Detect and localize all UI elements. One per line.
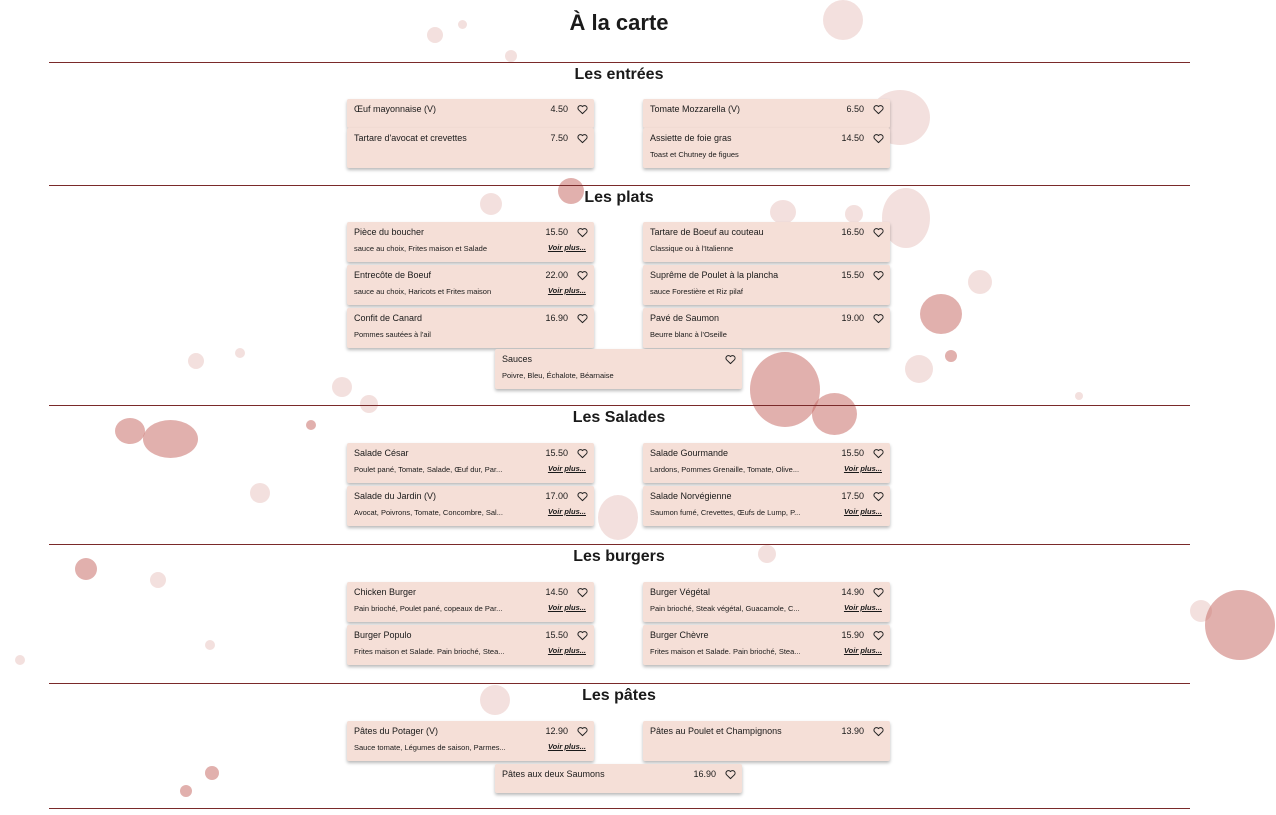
menu-item-price: 16.90 [693,769,716,779]
menu-item-card[interactable] [643,265,890,305]
menu-item-description: Lardons, Pommes Grenaille, Tomate, Olive... [650,465,800,474]
menu-item-name: Salade Norvégienne [650,491,732,501]
menu-item-name: Tomate Mozzarella (V) [650,104,741,114]
menu-item-description: Frites maison et Salade. Pain brioché, Stea... [354,647,505,656]
menu-item-name: Pâtes du Potager (V) [354,726,439,736]
menu-item-card[interactable] [347,625,594,665]
menu-item-card[interactable] [347,486,594,526]
favorite-heart-icon[interactable] [577,448,588,459]
menu-item-price: 16.90 [545,313,568,323]
section-divider [49,185,1190,186]
menu-item-name: Pièce du boucher [354,227,425,237]
menu-item-price: 17.50 [841,491,864,501]
see-more-link[interactable]: Voir plus... [547,603,586,612]
menu-item-name: Tartare de Boeuf au couteau [650,227,764,237]
favorite-heart-icon[interactable] [577,133,588,144]
see-more-link[interactable]: Voir plus... [547,742,586,751]
section-title: Les burgers [573,548,665,565]
page-title: À la carte [569,10,669,35]
favorite-heart-icon[interactable] [873,133,884,144]
favorite-heart-icon[interactable] [873,491,884,502]
section-divider [49,62,1190,63]
menu-item-description: Pommes sautées à l'ail [354,330,431,339]
menu-item-price: 4.50 [550,104,568,114]
see-more-link[interactable]: Voir plus... [547,243,586,252]
menu-item-card[interactable] [347,99,594,128]
menu-item-price: 14.50 [545,587,568,597]
menu-item-price: 12.90 [545,726,568,736]
see-more-link[interactable]: Voir plus... [843,507,882,516]
menu-item-card[interactable] [347,443,594,483]
menu-item-card[interactable] [347,308,594,348]
favorite-heart-icon[interactable] [577,104,588,115]
menu-item-name: Sauces [502,354,533,364]
menu-item-name: Entrecôte de Boeuf [354,270,432,280]
see-more-link[interactable]: Voir plus... [547,646,586,655]
favorite-heart-icon[interactable] [873,726,884,737]
favorite-heart-icon[interactable] [873,270,884,281]
menu-item-price: 17.00 [545,491,568,501]
menu-item-price: 22.00 [545,270,568,280]
menu-item-card[interactable] [643,222,890,262]
menu-item-description: Frites maison et Salade. Pain brioché, Stea... [650,647,801,656]
section-divider [49,808,1190,809]
menu-item-card[interactable] [347,222,594,262]
menu-item-card[interactable] [643,99,890,128]
favorite-heart-icon[interactable] [577,726,588,737]
menu-item-description: sauce Forestière et Riz pilaf [650,287,743,296]
favorite-heart-icon[interactable] [873,227,884,238]
menu-item-name: Pavé de Saumon [650,313,720,323]
menu-item-card[interactable] [643,443,890,483]
menu-item-description: Pain brioché, Steak végétal, Guacamole, C... [650,604,800,613]
menu-item-card[interactable] [495,764,742,793]
menu-item-name: Burger Chèvre [650,630,709,640]
menu-item-card[interactable] [347,128,594,168]
favorite-heart-icon[interactable] [873,313,884,324]
menu-item-price: 15.50 [545,448,568,458]
menu-item-price: 14.90 [841,587,864,597]
favorite-heart-icon[interactable] [873,104,884,115]
menu-item-name: Salade César [354,448,409,458]
menu-item-description: Poivre, Bleu, Échalote, Béarnaise [502,371,614,380]
menu-item-name: Œuf mayonnaise (V) [354,104,437,114]
menu-item-price: 13.90 [841,726,864,736]
menu-item-description: Saumon fumé, Crevettes, Œufs de Lump, P... [650,508,801,517]
section-title: Les entrées [574,66,664,83]
favorite-heart-icon[interactable] [873,630,884,641]
menu-item-price: 14.50 [841,133,864,143]
menu-item-name: Confit de Canard [354,313,423,323]
see-more-link[interactable]: Voir plus... [547,464,586,473]
menu-item-card[interactable] [347,265,594,305]
menu-item-price: 15.50 [841,448,864,458]
menu-item-price: 6.50 [846,104,864,114]
section-title: Les pâtes [582,687,656,704]
menu-item-name: Tartare d'avocat et crevettes [354,133,467,143]
menu-item-price: 16.50 [841,227,864,237]
favorite-heart-icon[interactable] [873,587,884,598]
section-title: Les Salades [572,409,666,426]
menu-item-description: Toast et Chutney de figues [650,150,739,159]
favorite-heart-icon[interactable] [577,270,588,281]
menu-item-card[interactable] [495,349,742,389]
menu-item-card[interactable] [347,721,594,761]
see-more-link[interactable]: Voir plus... [843,464,882,473]
section-divider [49,544,1190,545]
menu-item-card[interactable] [643,625,890,665]
favorite-heart-icon[interactable] [577,630,588,641]
menu-item-card[interactable] [643,308,890,348]
menu-item-card[interactable] [643,721,890,761]
see-more-link[interactable]: Voir plus... [843,646,882,655]
menu-item-name: Assiette de foie gras [650,133,732,143]
menu-item-name: Chicken Burger [354,587,417,597]
section-title: Les plats [584,189,654,206]
see-more-link[interactable]: Voir plus... [547,286,586,295]
menu-item-price: 15.50 [841,270,864,280]
menu-item-price: 7.50 [550,133,568,143]
menu-item-card[interactable] [643,486,890,526]
see-more-link[interactable]: Voir plus... [547,507,586,516]
menu-item-name: Burger Populo [354,630,412,640]
menu-item-description: Avocat, Poivrons, Tomate, Concombre, Sal... [354,508,503,517]
menu-item-name: Burger Végétal [650,587,711,597]
menu-item-price: 15.50 [545,227,568,237]
menu-item-name: Salade Gourmande [650,448,729,458]
menu-item-name: Suprême de Poulet à la plancha [650,270,779,280]
menu-item-description: sauce au choix, Haricots et Frites maison [354,287,492,296]
menu-item-name: Pâtes au Poulet et Champignons [650,726,782,736]
favorite-heart-icon[interactable] [725,769,736,780]
menu-item-price: 15.50 [545,630,568,640]
section-divider [49,405,1190,406]
favorite-heart-icon[interactable] [577,313,588,324]
menu-item-description: Poulet pané, Tomate, Salade, Œuf dur, Par... [354,465,503,474]
section-divider [49,683,1190,684]
menu-item-card[interactable] [347,582,594,622]
menu-item-name: Pâtes aux deux Saumons [502,769,605,779]
menu-item-price: 15.90 [841,630,864,640]
menu-item-name: Salade du Jardin (V) [354,491,437,501]
favorite-heart-icon[interactable] [577,227,588,238]
favorite-heart-icon[interactable] [725,354,736,365]
favorite-heart-icon[interactable] [577,587,588,598]
favorite-heart-icon[interactable] [577,491,588,502]
menu-item-description: sauce au choix, Frites maison et Salade [354,244,487,253]
menu-item-card[interactable] [643,128,890,168]
favorite-heart-icon[interactable] [873,448,884,459]
menu-item-price: 19.00 [841,313,864,323]
menu-item-description: Classique ou à l'Italienne [650,244,734,253]
menu-item-description: Sauce tomate, Légumes de saison, Parmes... [354,743,506,752]
menu-item-description: Beurre blanc à l'Oseille [650,330,727,339]
menu-item-description: Pain brioché, Poulet pané, copeaux de Par... [354,604,503,613]
see-more-link[interactable]: Voir plus... [843,603,882,612]
menu-item-card[interactable] [643,582,890,622]
